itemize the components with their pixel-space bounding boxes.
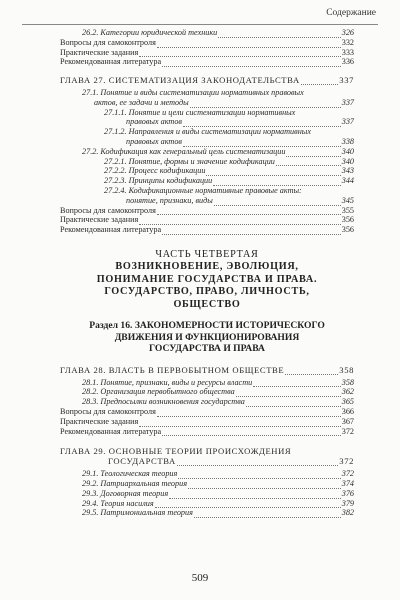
toc-entry-text: понятие, признаки, виды [126, 195, 213, 205]
leader-dots [162, 60, 341, 67]
toc-entry [60, 407, 354, 417]
toc-entry [82, 499, 354, 509]
leader-dots [194, 511, 341, 518]
toc-entry-text: 29.5. Патримониальная теория [82, 508, 193, 518]
chapter-page: 337 [339, 74, 354, 85]
toc-entry-page: 382 [341, 508, 354, 518]
toc-entry-text: Рекомендованная литература [60, 57, 162, 67]
toc-entry-page: 338 [341, 136, 354, 146]
toc-entry-page: 367 [341, 416, 354, 426]
leader-dots [155, 501, 341, 508]
toc-entry [82, 469, 354, 479]
toc-entry [126, 117, 354, 127]
chapter-title: ГОСУДАРСТВА [108, 456, 176, 467]
toc-entry [82, 387, 354, 397]
toc-entry-page: 333 [341, 47, 354, 57]
chapter-title: ГЛАВА 27. СИСТЕМАТИЗАЦИЯ ЗАКОНОДАТЕЛЬСТВА [60, 74, 300, 85]
leader-dots [177, 459, 338, 466]
leader-dots [157, 208, 341, 215]
leader-dots [157, 41, 341, 48]
running-head: Содержание [326, 8, 376, 18]
toc-entry-text: Вопросы для самоконтроля [60, 406, 156, 416]
toc-entry-page: 356 [341, 225, 354, 235]
leader-dots [139, 218, 340, 225]
leader-dots [157, 410, 341, 417]
toc-entry-page: 340 [341, 146, 354, 156]
toc-entry [82, 28, 354, 38]
toc-entry [82, 489, 354, 499]
toc-entry [104, 157, 354, 167]
toc-entry [60, 225, 354, 235]
toc-entry [60, 215, 354, 225]
toc-entry-page: 343 [341, 166, 354, 176]
leader-dots [246, 400, 341, 407]
toc-entry-page: 365 [341, 397, 354, 407]
toc-entry-text: Рекомендованная литература [60, 225, 162, 235]
toc-entry [82, 479, 354, 489]
toc-entry-text: Вопросы для самоконтроля [60, 37, 156, 47]
toc-entry-text: 27.1.2. Направления и виды систематизации нормативных [104, 127, 311, 137]
toc-entry-text: 29.1. Теологическая теория [82, 469, 178, 479]
toc-entry [126, 196, 354, 206]
leader-dots [276, 159, 341, 166]
toc-entry-page: 337 [341, 117, 354, 127]
leader-dots [253, 380, 341, 387]
toc-entry-text: 28.3. Предпосылки возникновения государства [82, 397, 245, 407]
toc-entry-text: Практические задания [60, 47, 139, 57]
toc-entry-page: 374 [341, 478, 354, 488]
toc-entry [82, 508, 354, 518]
chapter-page: 358 [339, 364, 354, 375]
toc-entry-text: 27.1. Понятие и виды систематизации нормативных правовых [82, 87, 304, 97]
toc-entry-page: 372 [341, 469, 354, 479]
leader-dots [169, 492, 341, 499]
leader-dots [206, 169, 340, 176]
part-title-line: ВОЗНИКНОВЕНИЕ, ЭВОЛЮЦИЯ, [115, 261, 299, 273]
chapter-heading [60, 365, 354, 375]
leader-dots [214, 199, 341, 206]
toc-entry-text: Практические задания [60, 215, 139, 225]
toc-entry-page: 379 [341, 498, 354, 508]
toc-entry [104, 166, 354, 176]
toc-entry-text: 29.3. Договорная теория [82, 488, 169, 498]
toc-entry-text: 27.2.2. Процесс кодификации [104, 166, 206, 176]
header-rule [22, 24, 378, 25]
chapter-title: ГЛАВА 28. ВЛАСТЬ В ПЕРВОБЫТНОМ ОБЩЕСТВЕ [60, 364, 285, 375]
toc-entry-page: 362 [341, 387, 354, 397]
toc-entry [126, 137, 354, 147]
leader-dots [139, 420, 340, 427]
leader-dots [162, 228, 341, 235]
toc-entry-text: 26.2. Категории юридической техники [82, 28, 218, 37]
toc-entry-text: Рекомендованная литература [60, 426, 162, 436]
toc-entry-text: 28.1. Понятие, признаки, виды и ресурсы власти [82, 377, 253, 387]
toc-entry [60, 206, 354, 216]
toc-entry-page: 376 [341, 488, 354, 498]
toc-entry-text: правовых актов [126, 136, 182, 146]
toc-entry-text: Практические задания [60, 416, 139, 426]
section-heading [60, 320, 354, 355]
toc-entry [82, 378, 354, 388]
section-title-line: ДВИЖЕНИЯ И ФУНКЦИОНИРОВАНИЯ [114, 331, 300, 343]
toc-entry-text: 29.2. Патриархальная теория [82, 478, 188, 488]
toc-entry [82, 397, 354, 407]
part-label: ЧАСТЬ ЧЕТВЕРТАЯ [155, 248, 259, 260]
toc-entry-text: 27.2. Кодификация как генеральный цель систематизации [82, 146, 286, 156]
toc-entry [60, 57, 354, 67]
leader-dots [190, 101, 341, 108]
leader-dots [139, 50, 340, 57]
toc-entry [82, 147, 354, 157]
toc-entry-page: 355 [341, 205, 354, 215]
part-title-line: ОБЩЕСТВО [173, 298, 241, 310]
chapter-title: ГЛАВА 29. ОСНОВНЫЕ ТЕОРИИ ПРОИСХОЖДЕНИЯ [60, 446, 292, 457]
toc-entry-page: 366 [341, 406, 354, 416]
toc-entry-page: 372 [341, 426, 354, 436]
leader-dots [286, 150, 340, 157]
toc-entry-page: 358 [341, 377, 354, 387]
leader-dots [236, 390, 341, 397]
toc-entry-page: 332 [341, 37, 354, 47]
part-heading [60, 249, 354, 311]
toc-entry-text: 27.1.1. Понятие и цели систематизации нормативных [104, 107, 296, 117]
toc-entry-text: актов, ее задачи и методы [94, 97, 189, 107]
part-title-line: ГОСУДАРСТВО, ПРАВО, ЛИЧНОСТЬ, [104, 286, 310, 298]
leader-dots [301, 78, 339, 85]
toc-entry-page: 340 [341, 156, 354, 166]
toc-entry-text: 29.4. Теория насилия [82, 498, 154, 508]
leader-dots [188, 482, 341, 489]
toc-entry [104, 176, 354, 186]
toc-entry-page: 356 [341, 215, 354, 225]
toc-entry [60, 427, 354, 437]
leader-dots [178, 472, 340, 479]
toc-entry-text: 27.2.1. Понятие, формы и значение кодификации [104, 156, 275, 166]
leader-dots [183, 120, 341, 127]
toc-entry [94, 98, 354, 108]
toc-entry-text: 27.2.4. Кодификационные нормативные правовые акты: [104, 185, 302, 195]
toc-entry-page: 345 [341, 195, 354, 205]
section-title-line: ГОСУДАРСТВА И ПРАВА [149, 343, 265, 355]
toc-entry [60, 48, 354, 58]
toc-entry-text: 27.2.3. Принципы кодификации [104, 176, 213, 186]
toc-entry [60, 417, 354, 427]
toc-entry-page: 336 [341, 57, 354, 67]
leader-dots [213, 179, 340, 186]
toc-entry-page: 337 [341, 97, 354, 107]
page-number: 509 [191, 572, 209, 584]
toc-entry-page: 326 [341, 28, 354, 37]
leader-dots [162, 429, 341, 436]
toc-entry-text: правовых актов [126, 117, 182, 127]
chapter-page: 372 [339, 456, 354, 467]
toc-entry-text: Вопросы для самоконтроля [60, 205, 156, 215]
leader-dots [218, 31, 340, 38]
section-title-line: Раздел 16. ЗАКОНОМЕРНОСТИ ИСТОРИЧЕСКОГО [89, 319, 325, 331]
leader-dots [183, 140, 341, 147]
leader-dots [285, 368, 338, 375]
chapter-heading [60, 75, 354, 85]
toc-entry-page: 344 [341, 176, 354, 186]
toc-entry [60, 38, 354, 48]
chapter-heading [108, 456, 354, 466]
part-title-line: ПОНИМАНИЕ ГОСУДАРСТВА И ПРАВА. [96, 273, 318, 285]
table-of-contents [60, 28, 354, 518]
toc-entry-text: 28.2. Организация первобытного общества [82, 387, 235, 397]
